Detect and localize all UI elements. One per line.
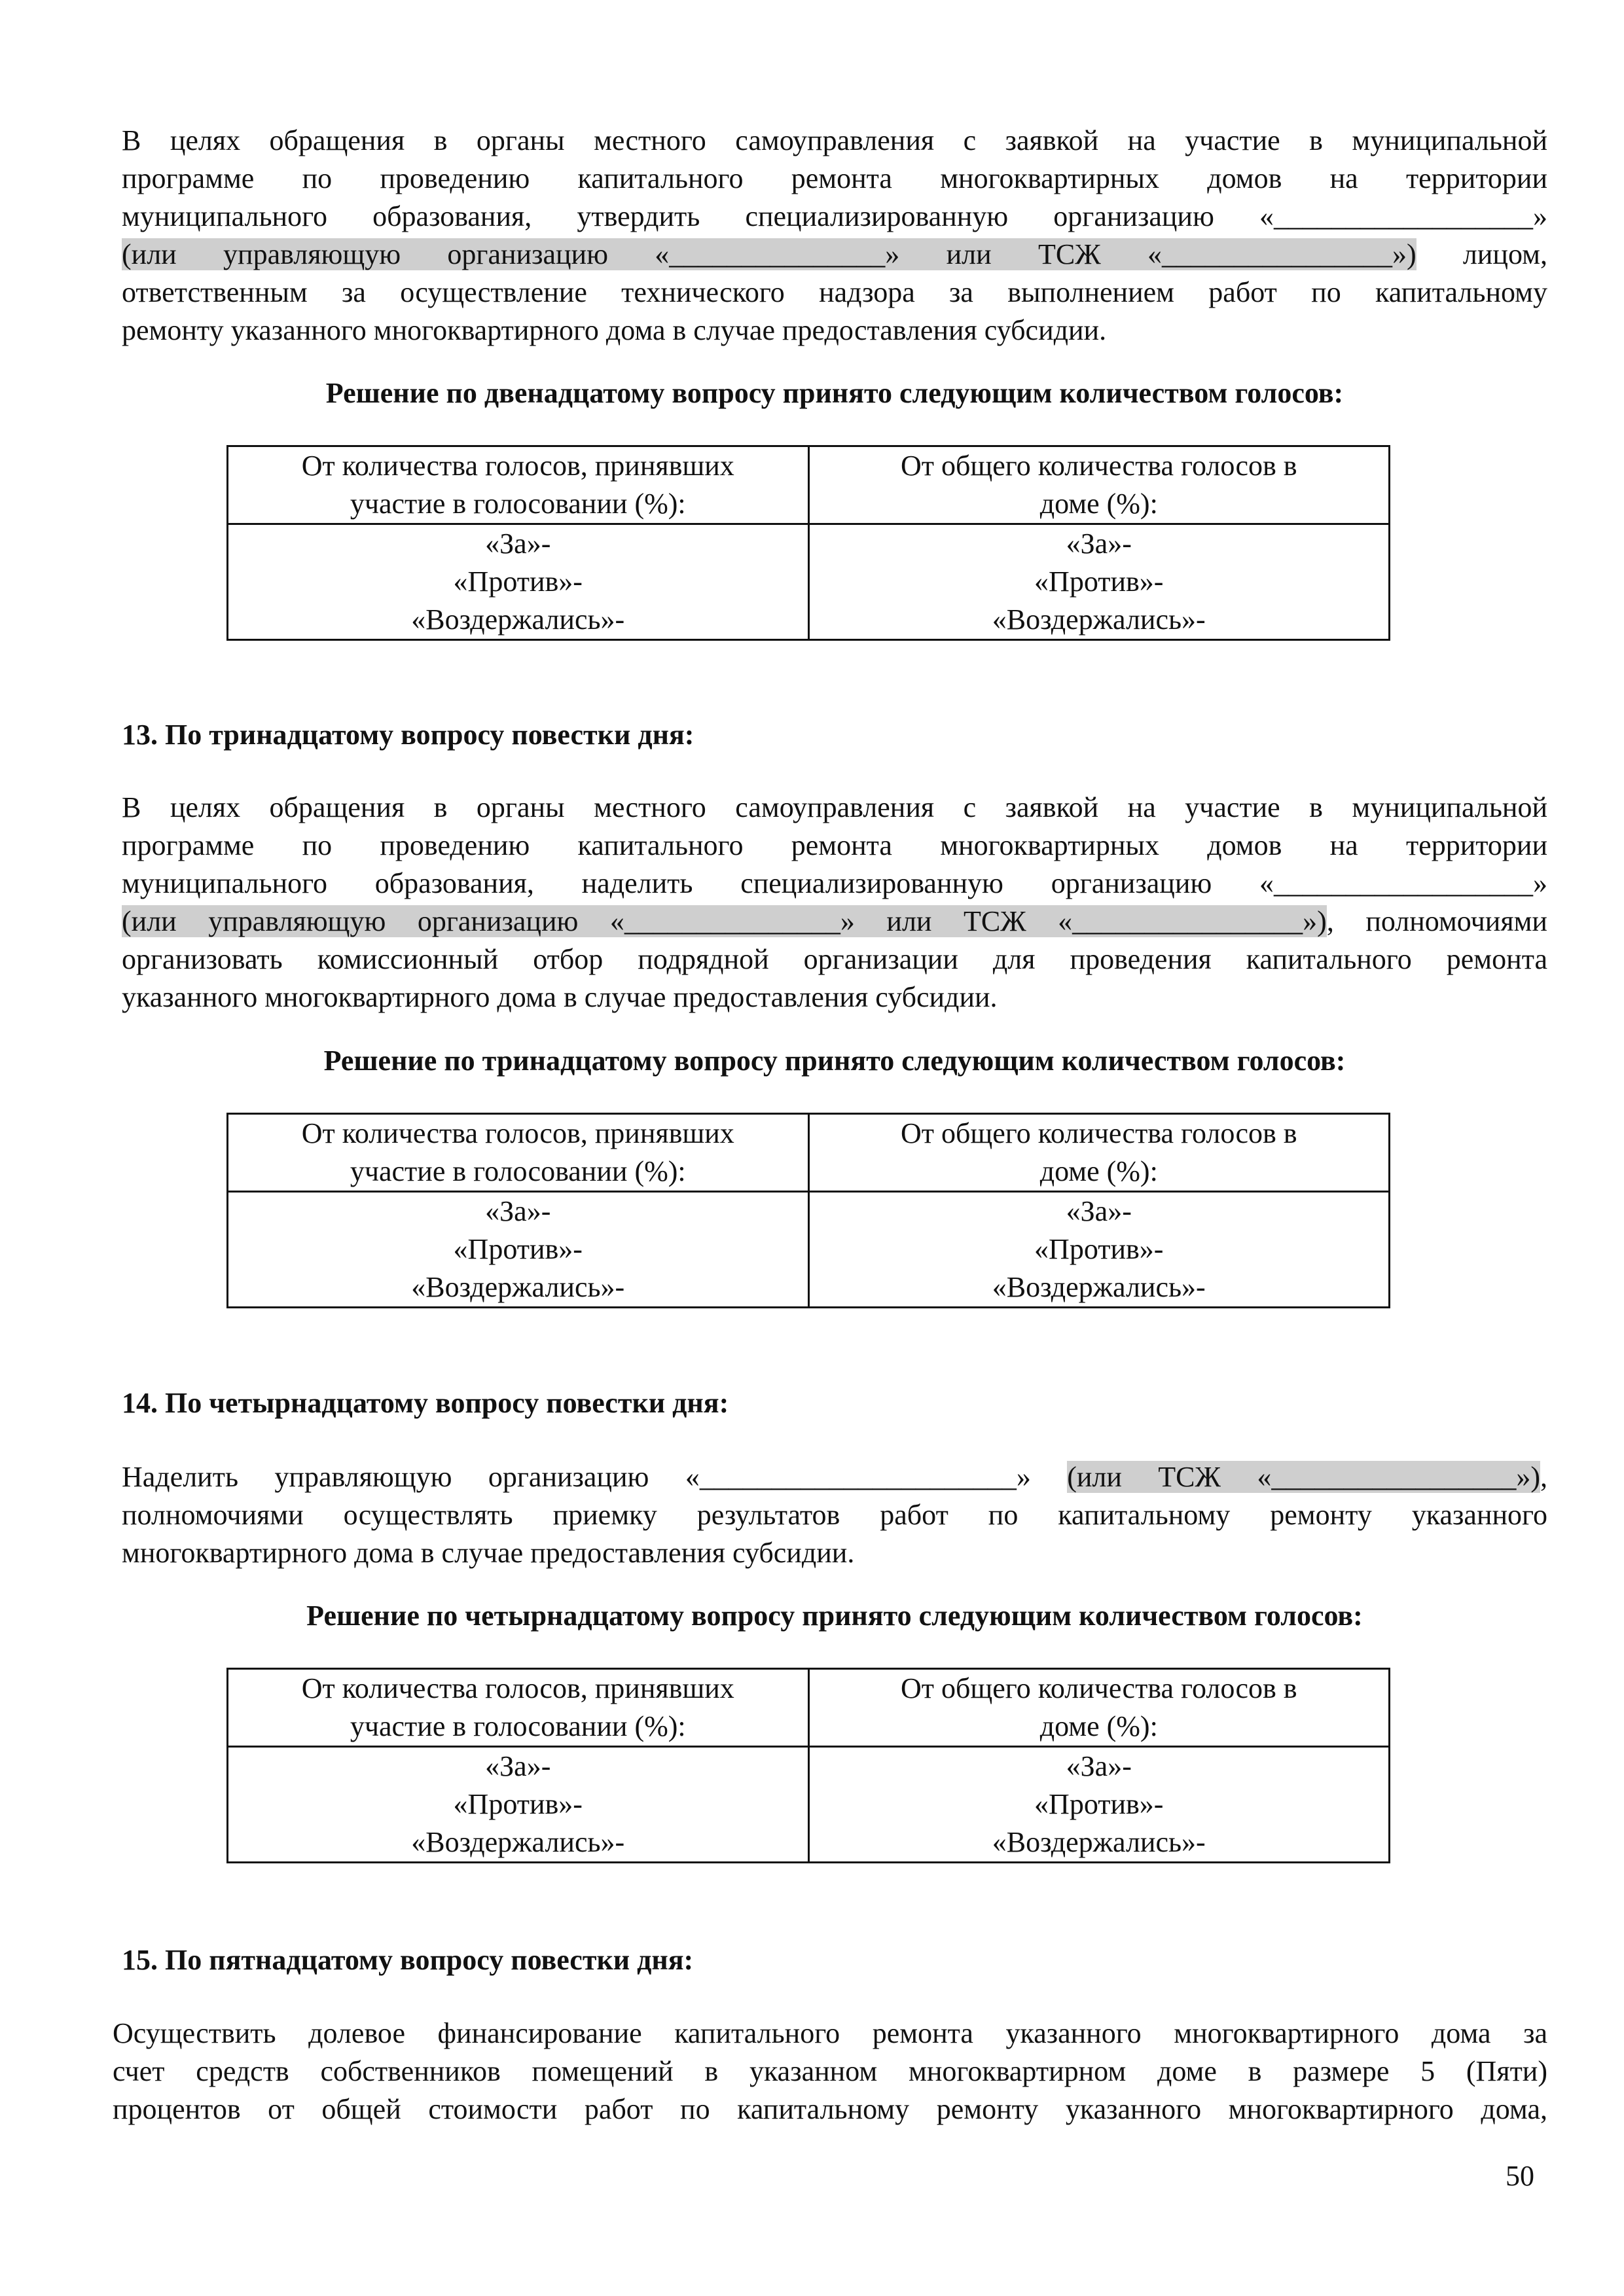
q12-paragraph — [122, 122, 1547, 350]
q12-line-1: В целях обращения в органы местного самоуправления с заявкой на участие в муниципальной — [122, 124, 1547, 156]
q12-line-2: программе по проведению капитального ремонта многоквартирных домов на территории — [122, 162, 1547, 194]
vote-table-header-row — [228, 446, 1390, 524]
q13-line-3: муниципального образования, наделить специализированную организацию «__________________» — [122, 867, 1547, 899]
q13-line-5: организовать комиссионный отбор подрядной организации для проведения капитального ремонта — [122, 943, 1547, 975]
vote-values-total: «За»- «Против»- «Воздержались»- — [808, 1192, 1390, 1308]
q14-line-1 — [122, 1458, 1547, 1496]
q14-line-1-text: Наделить управляющую организацию «______________________» — [122, 1461, 1068, 1493]
vote-values-participants: «За»- «Против»- «Воздержались»- — [228, 1192, 809, 1308]
vote-values-participants: «За»- «Против»- «Воздержались»- — [228, 1747, 809, 1863]
q13-paragraph — [122, 789, 1547, 1016]
q14-decision-title: Решение по четырнадцатому вопросу принято следующим количеством голосов: — [306, 1600, 1363, 1632]
q13-line-4 — [122, 903, 1547, 941]
q13-highlighted-alternative: (или управляющую организацию «_______________» или ТСЖ «________________») — [122, 905, 1327, 937]
vote-values-participants: «За»- «Против»- «Воздержались»- — [228, 524, 809, 640]
q14-highlighted-alternative: (или ТСЖ «_________________») — [1067, 1461, 1540, 1493]
vote-header-total: От общего количества голосов в доме (%): — [808, 446, 1390, 524]
vote-header-participants: От количества голосов, принявших участие в голосовании (%): — [228, 1114, 809, 1192]
q13-vote-table — [226, 1113, 1390, 1308]
vote-header-total: От общего количества голосов в доме (%): — [808, 1669, 1390, 1747]
vote-header-total: От общего количества голосов в доме (%): — [808, 1114, 1390, 1192]
q15-line-2: счет средств собственников помещений в указанном многоквартирном доме в размере 5 (Пяти) — [113, 2055, 1547, 2087]
q12-line-4 — [122, 236, 1547, 274]
vote-table-values-row — [228, 1192, 1390, 1308]
q14-line-1-end: , — [1540, 1461, 1547, 1493]
q12-line-6: ремонту указанного многоквартирного дома в случае предоставления субсидии. — [122, 314, 1107, 346]
q13-heading: 13. По тринадцатому вопросу повестки дня: — [122, 719, 695, 751]
q12-highlighted-alternative: (или управляющую организацию «_______________» или ТСЖ «________________») — [122, 238, 1416, 270]
vote-values-total: «За»- «Против»- «Воздержались»- — [808, 524, 1390, 640]
q14-line-2: полномочиями осуществлять приемку результатов работ по капитальному ремонту указанного — [122, 1499, 1547, 1531]
q13-decision-title: Решение по тринадцатому вопросу принято следующим количеством голосов: — [323, 1045, 1346, 1077]
q12-vote-table — [226, 445, 1390, 641]
page-number: 50 — [1506, 2160, 1534, 2192]
q14-vote-table — [226, 1668, 1390, 1863]
q13-line-6: указанного многоквартирного дома в случае предоставления субсидии. — [122, 981, 998, 1013]
vote-table-values-row — [228, 524, 1390, 640]
q12-line-5: ответственным за осуществление технического надзора за выполнением работ по капитальному — [122, 276, 1547, 308]
vote-table-values-row — [228, 1747, 1390, 1863]
q13-line-2: программе по проведению капитального ремонта многоквартирных домов на территории — [122, 829, 1547, 861]
vote-table-header-row — [228, 1669, 1390, 1747]
q14-heading: 14. По четырнадцатому вопросу повестки дня: — [122, 1387, 729, 1419]
q12-line-3: муниципального образования, утвердить специализированную организацию «__________________» — [122, 200, 1547, 232]
q12-decision-title: Решение по двенадцатому вопросу принято следующим количеством голосов: — [325, 377, 1344, 409]
vote-values-total: «За»- «Против»- «Воздержались»- — [808, 1747, 1390, 1863]
q13-line-1: В целях обращения в органы местного самоуправления с заявкой на участие в муниципальной — [122, 791, 1547, 823]
vote-header-participants: От количества голосов, принявших участие в голосовании (%): — [228, 446, 809, 524]
q14-paragraph — [122, 1458, 1547, 1572]
q15-paragraph — [113, 2015, 1547, 2128]
q15-heading: 15. По пятнадцатому вопросу повестки дня: — [122, 1944, 694, 1976]
q14-line-3: многоквартирного дома в случае предоставления субсидии. — [122, 1537, 855, 1569]
vote-header-participants: От количества голосов, принявших участие в голосовании (%): — [228, 1669, 809, 1747]
q13-line-4-rest: , полномочиями — [1326, 905, 1547, 937]
vote-table-header-row — [228, 1114, 1390, 1192]
q12-line-4-rest: лицом, — [1416, 238, 1547, 270]
q15-line-3: процентов от общей стоимости работ по капитальному ремонту указанного многоквартирного дома, — [113, 2093, 1547, 2125]
q15-line-1: Осуществить долевое финансирование капитального ремонта указанного многоквартирного дома за — [113, 2017, 1547, 2049]
